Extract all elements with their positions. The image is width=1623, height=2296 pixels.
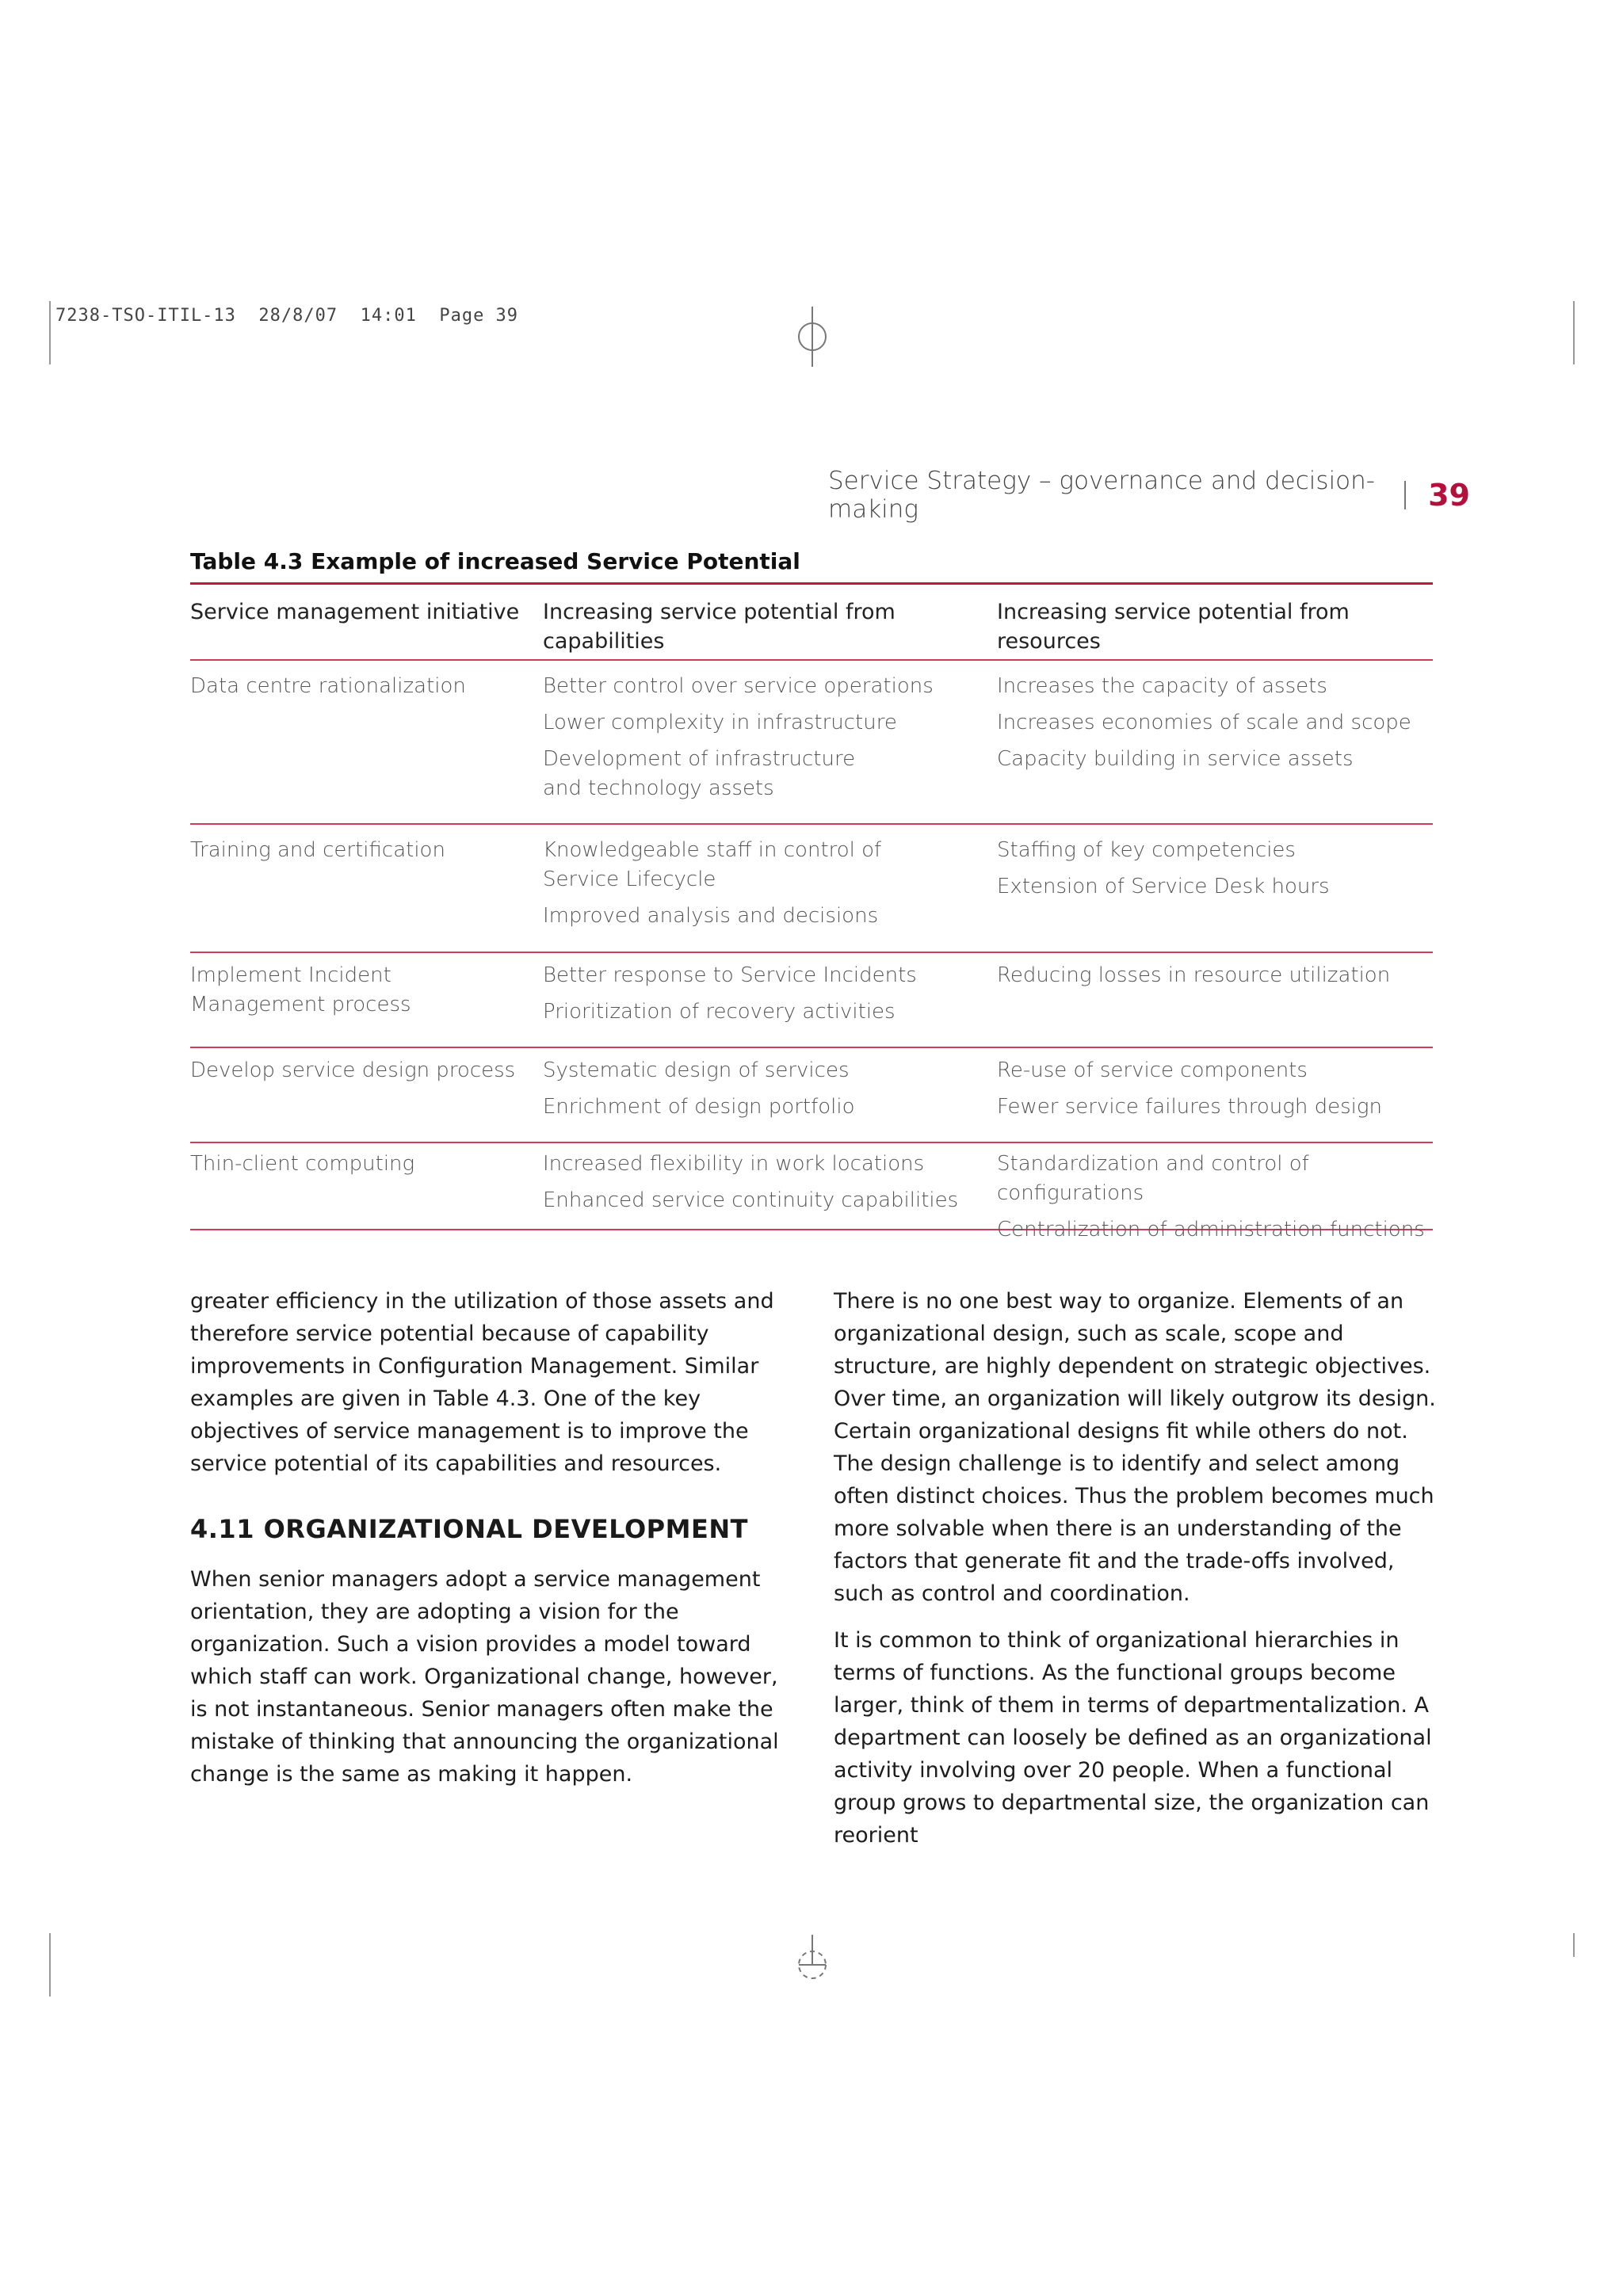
table-row [190, 661, 1433, 823]
capability-item: Increased flexibility in work locations [543, 1152, 925, 1176]
table-row [190, 1143, 1433, 1241]
header-resources: Increasing service potential from resources [997, 600, 1350, 654]
capability-item: Enrichment of design portfolio [543, 1095, 855, 1119]
capability-item: Improved analysis and decisions [543, 904, 879, 928]
resource-item: Fewer service failures through design [997, 1095, 1382, 1119]
capability-item: Prioritization of recovery activities [543, 1000, 896, 1024]
section-heading: 4.11 ORGANIZATIONAL DEVELOPMENT [190, 1514, 748, 1544]
row-initiative: Develop service design process [190, 1058, 516, 1082]
capability-item: Systematic design of services [543, 1058, 850, 1082]
resource-item: Re-use of service components [997, 1058, 1308, 1082]
registration-mark-bottom [792, 1933, 832, 1989]
page-number: 39 [1428, 478, 1470, 513]
resource-item: Increases the capacity of assets [997, 674, 1327, 698]
resource-item: Centralization of administration functions [997, 1218, 1425, 1241]
running-head-title: Service Strategy – governance and decision-making [828, 467, 1375, 524]
row-initiative: Thin-client computing [190, 1152, 415, 1176]
table-row [190, 825, 1433, 952]
resource-item: Staffing of key competencies [997, 838, 1296, 862]
resource-item: Reducing losses in resource utilization [997, 963, 1391, 987]
service-potential-table [190, 582, 1433, 1241]
row-initiative: Data centre rationalization [190, 674, 466, 698]
body-paragraph: There is no one best way to organize. Elements of an organizational design, such as scale, scope and structure, are highly dependent on strategic objectives. Over time, an organization will likely outgrow its design. Certain organizational designs fit while others do not. The design challenge is to identify and select among often distinct choices. Thus the problem becomes much more solvable when there is an understanding of the factors that generate fit and the trade-offs involved, such as control and coordination. [834, 1289, 1436, 1606]
crop-mark-top-right [1573, 301, 1575, 364]
header-capabilities: Increasing service potential from capabilities [543, 600, 896, 654]
crop-mark-bottom-right [1573, 1933, 1575, 1957]
capability-item: Lower complexity in infrastructure [543, 711, 897, 734]
print-slug: 7238-TSO-ITIL-13 28/8/07 14:01 Page 39 [55, 306, 519, 326]
table-title: Table 4.3 Example of increased Service Potential [190, 548, 800, 574]
running-head [828, 467, 1470, 524]
capability-item: Knowledgeable staff in control of Service Lifecycle [543, 838, 882, 891]
running-head-divider [1404, 481, 1406, 509]
table-row [190, 953, 1433, 1047]
resource-item: Standardization and control of configurations [997, 1152, 1309, 1205]
resource-item: Capacity building in service assets [997, 747, 1354, 771]
crop-mark-bottom-left [49, 1933, 51, 1997]
capability-item: Enhanced service continuity capabilities [543, 1188, 959, 1212]
row-initiative: Implement Incident Management process [190, 963, 411, 1016]
header-initiative: Service management initiative [190, 600, 520, 624]
registration-mark-top [792, 305, 832, 368]
capability-item: Development of infrastructure and technology assets [543, 747, 856, 800]
crop-mark-top-left [49, 301, 51, 364]
body-paragraph: When senior managers adopt a service management orientation, they are adopting a vision for the organization. Such a vision provides a model toward which staff can work. Organizational change, however, is not instantaneous. Senior managers often make the mistake of thinking that announcing the organizational change is the same as making it happen. [190, 1567, 779, 1787]
left-column [190, 1285, 792, 1805]
row-initiative: Training and certification [190, 838, 445, 862]
resource-item: Increases economies of scale and scope [997, 711, 1411, 734]
capability-item: Better control over service operations [543, 674, 934, 698]
body-paragraph: greater efficiency in the utilization of those assets and therefore service potential because of capability improvements in Configuration Management. Similar examples are given in Table 4.3. One of the key objectives of service management is to improve the service potential of its capabilities and resources. [190, 1289, 774, 1476]
capability-item: Better response to Service Incidents [543, 963, 917, 987]
table-row [190, 1048, 1433, 1142]
table-header-row [190, 585, 1433, 659]
resource-item: Extension of Service Desk hours [997, 875, 1330, 898]
right-column [834, 1285, 1436, 1866]
body-paragraph: It is common to think of organizational hierarchies in terms of functions. As the functional groups become larger, think of them in terms of departmentalization. A department can loosely be defined as an organizational activity involving over 20 people. When a functional group grows to departmental size, the organization can reorient [834, 1628, 1432, 1848]
